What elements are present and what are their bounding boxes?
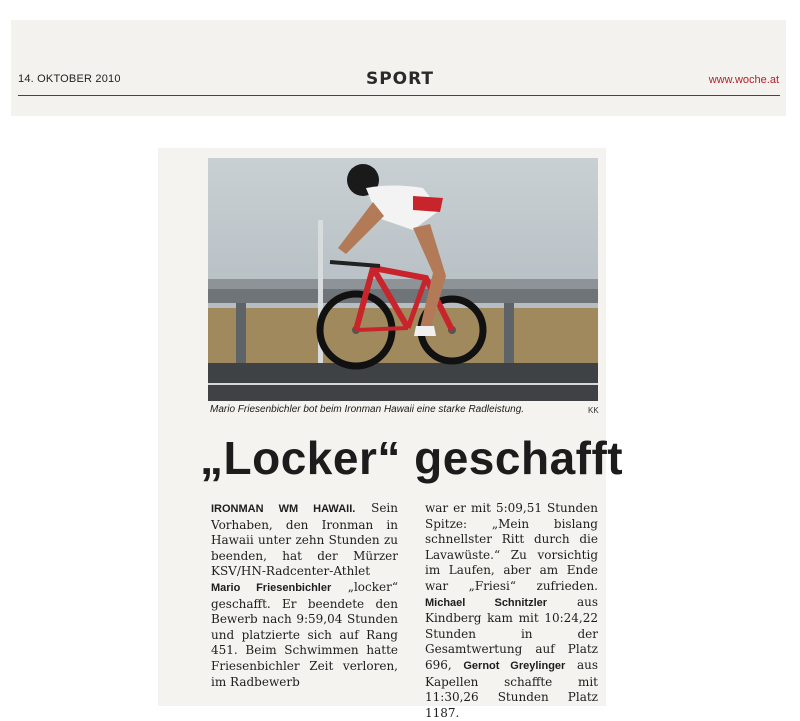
body-text: war er mit 5:09,51 Stunden Spitze: „Mein bislang schnellster Ritt durch die Lavawüste.“ Zu vorsichtig im Laufen, aber am Ende war „Friesi“ zufrieden.	[425, 501, 598, 593]
website-url: www.woche.at	[708, 74, 779, 86]
article-lead: IRONMAN WM HAWAII.	[211, 503, 356, 515]
newspaper-header	[11, 20, 786, 116]
cyclist-photo	[208, 158, 598, 401]
issue-date: 14. OKTOBER 2010	[18, 73, 121, 85]
article-column-1	[211, 501, 398, 690]
athlete-name: Mario Friesenbichler	[211, 581, 332, 594]
body-text: aus Kindberg kam mit 10:24,22 Stunden in der Gesamtwertung auf Platz 696,	[425, 594, 598, 672]
photo-credit: KK	[588, 406, 599, 415]
header-divider	[18, 95, 780, 96]
photo-caption: Mario Friesenbichler bot beim Ironman Hawaii eine starke Radleistung.	[210, 404, 525, 415]
article-column-2	[425, 501, 598, 721]
section-title: SPORT	[365, 69, 435, 89]
athlete-name: Gernot Greylinger	[463, 659, 566, 672]
article-headline: „Locker“ geschafft	[200, 432, 624, 484]
body-text: aus Kapellen schaffte mit 11:30,26 Stunden Platz 1187.	[425, 657, 598, 720]
body-text: „locker“ geschafft. Er beendete den Bewerb nach 9:59,04 Stunden und platzierte sich auf Rang 451. Beim Schwimmen hatte Friesenbichler Zeit verloren, im Radbewerb	[211, 579, 398, 689]
athlete-name: Michael Schnitzler	[425, 596, 548, 609]
body-text: Sein Vorhaben, den Ironman in Hawaii unter zehn Stunden zu beenden, hat der Mürzer KSV/HN-Radcenter-Athlet	[211, 501, 398, 579]
